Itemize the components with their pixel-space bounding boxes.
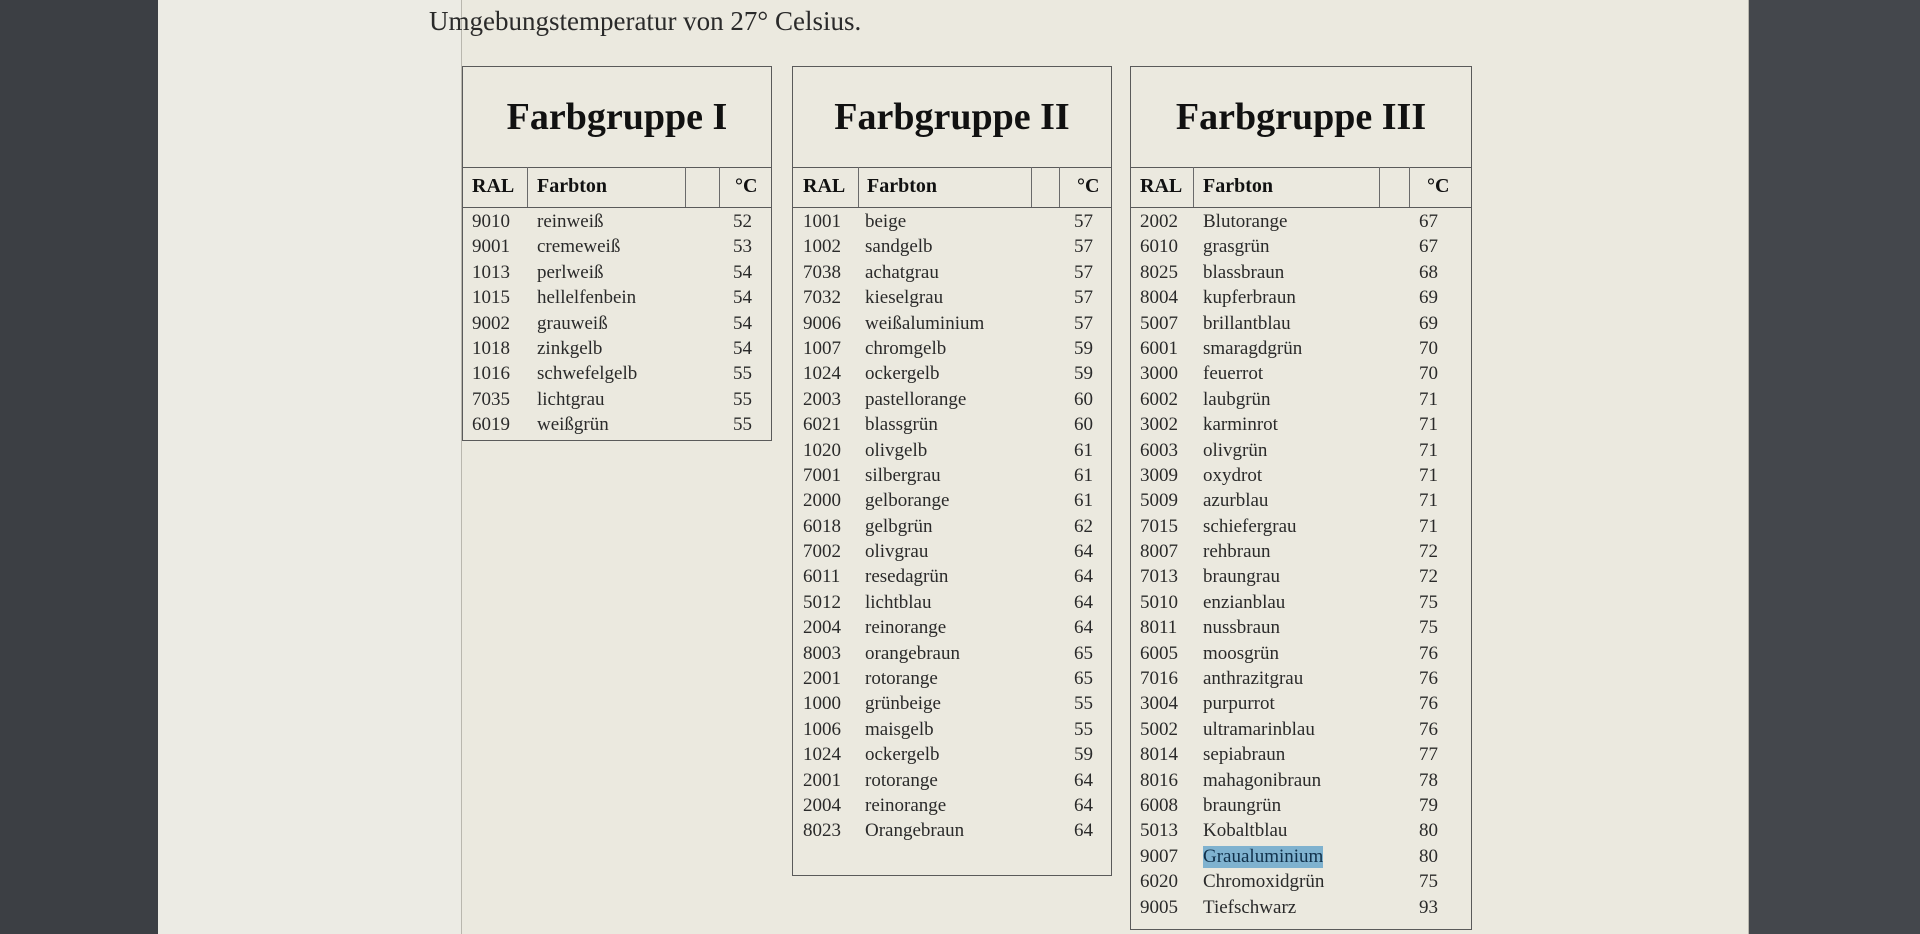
- temperature-value: 93: [1419, 896, 1438, 918]
- temperature-value: 55: [733, 388, 752, 410]
- ral-code: 3004: [1140, 693, 1178, 715]
- color-name[interactable]: ockergelb: [865, 363, 940, 385]
- table-row: [793, 566, 1111, 591]
- ral-code: 6008: [1140, 794, 1178, 816]
- table-row: [793, 338, 1111, 363]
- temperature-value: 67: [1419, 211, 1438, 232]
- column-header-temp: °C: [1427, 175, 1450, 197]
- ral-code: 2002: [1140, 211, 1178, 232]
- ral-code: 3009: [1140, 464, 1178, 486]
- ral-code: 9001: [472, 236, 510, 258]
- color-name[interactable]: anthrazitgrau: [1203, 668, 1304, 690]
- ral-code: 1006: [803, 718, 841, 740]
- table-body: [1131, 211, 1471, 922]
- ral-code: 2001: [803, 668, 841, 690]
- temperature-value: 70: [1419, 337, 1438, 359]
- table-row: [1131, 440, 1471, 465]
- ral-code: 1001: [803, 211, 841, 232]
- color-name[interactable]: olivgrau: [865, 541, 929, 563]
- temperature-value: 61: [1074, 439, 1093, 461]
- temperature-value: 75: [1419, 871, 1438, 893]
- temperature-value: 80: [1419, 820, 1438, 842]
- ral-code: 8004: [1140, 287, 1178, 309]
- ral-code: 1015: [472, 287, 510, 309]
- color-name[interactable]: blassgrün: [865, 414, 938, 436]
- ral-code: 8007: [1140, 541, 1178, 563]
- column-header-temp: °C: [735, 175, 758, 197]
- color-name[interactable]: cremeweiß: [537, 236, 621, 258]
- color-name[interactable]: reinorange: [865, 617, 947, 639]
- ral-code: 1024: [803, 363, 841, 385]
- ral-code: 7015: [1140, 515, 1178, 537]
- color-name[interactable]: nussbraun: [1203, 617, 1281, 639]
- temperature-value: 64: [1074, 591, 1093, 613]
- temperature-value: 71: [1419, 515, 1438, 537]
- temperature-value: 76: [1419, 718, 1438, 740]
- ral-code: 1016: [472, 363, 510, 385]
- table-row: [1131, 490, 1471, 515]
- temperature-value: 57: [1074, 236, 1093, 258]
- table-row: [793, 592, 1111, 617]
- temperature-value: 80: [1419, 845, 1438, 867]
- temperature-value: 61: [1074, 464, 1093, 486]
- temperature-value: 79: [1419, 794, 1438, 816]
- ral-code: 7035: [472, 388, 510, 410]
- table-row: [1131, 287, 1471, 312]
- ral-code: 7001: [803, 464, 841, 486]
- color-name[interactable]: gelborange: [865, 490, 950, 512]
- color-name[interactable]: Chromoxidgrün: [1203, 871, 1325, 893]
- temperature-value: 72: [1419, 566, 1438, 588]
- ral-code: 6010: [1140, 236, 1178, 258]
- ral-code: 9006: [803, 312, 841, 334]
- table-row: [463, 287, 771, 312]
- color-name[interactable]: beige: [865, 211, 907, 232]
- ral-code: 9005: [1140, 896, 1178, 918]
- ral-code: 6020: [1140, 871, 1178, 893]
- temperature-value: 53: [733, 236, 752, 258]
- table-row: [1131, 770, 1471, 795]
- ral-code: 7002: [803, 541, 841, 563]
- ral-code: 6003: [1140, 439, 1178, 461]
- temperature-value: 70: [1419, 363, 1438, 385]
- group-title: Farbgruppe III: [1131, 67, 1471, 168]
- temperature-value: 76: [1419, 668, 1438, 690]
- color-name[interactable]: ockergelb: [865, 744, 940, 766]
- ral-code: 6005: [1140, 642, 1178, 664]
- desktop-background-left: [0, 0, 158, 934]
- temperature-value: 64: [1074, 820, 1093, 842]
- color-name[interactable]: rotorange: [865, 769, 938, 791]
- table-row: [793, 770, 1111, 795]
- table-row: [1131, 693, 1471, 718]
- color-name[interactable]: azurblau: [1203, 490, 1269, 512]
- color-name[interactable]: orangebraun: [865, 642, 960, 664]
- color-name[interactable]: feuerrot: [1203, 363, 1264, 385]
- temperature-value: 75: [1419, 617, 1438, 639]
- color-name[interactable]: oxydrot: [1203, 464, 1263, 486]
- ral-code: 2004: [803, 617, 841, 639]
- color-name[interactable]: grasgrün: [1203, 236, 1270, 258]
- color-name[interactable]: braungrün: [1203, 794, 1282, 816]
- ral-code: 1000: [803, 693, 841, 715]
- temperature-value: 64: [1074, 769, 1093, 791]
- color-name[interactable]: sandgelb: [865, 236, 933, 258]
- color-name[interactable]: pastellorange: [865, 388, 967, 410]
- table-row: [793, 668, 1111, 693]
- ral-code: 5009: [1140, 490, 1178, 512]
- temperature-value: 67: [1419, 236, 1438, 258]
- color-name[interactable]: silbergrau: [865, 464, 941, 486]
- table-row: [463, 211, 771, 236]
- table-body: [463, 211, 771, 440]
- color-name[interactable]: moosgrün: [1203, 642, 1279, 664]
- temperature-value: 61: [1074, 490, 1093, 512]
- temperature-value: 72: [1419, 541, 1438, 563]
- color-name[interactable]: braungrau: [1203, 566, 1281, 588]
- ral-code: 5012: [803, 591, 841, 613]
- ral-code: 5002: [1140, 718, 1178, 740]
- temperature-value: 69: [1419, 312, 1438, 334]
- table-row: [1131, 668, 1471, 693]
- ral-code: 7038: [803, 261, 841, 283]
- table-row: [793, 414, 1111, 439]
- table-row: [1131, 541, 1471, 566]
- ral-code: 5013: [1140, 820, 1178, 842]
- color-name[interactable]: purpurrot: [1203, 693, 1275, 715]
- table-row: [1131, 262, 1471, 287]
- color-group-table-3: [1130, 66, 1472, 930]
- table-row: [1131, 389, 1471, 414]
- ral-code: 1002: [803, 236, 841, 258]
- column-header-farbton: Farbton: [1203, 175, 1273, 197]
- table-row: [793, 744, 1111, 769]
- temperature-value: 71: [1419, 439, 1438, 461]
- temperature-value: 78: [1419, 769, 1438, 791]
- table-row: [1131, 211, 1471, 236]
- temperature-value: 76: [1419, 642, 1438, 664]
- table-row: [793, 211, 1111, 236]
- column-header-row: [463, 167, 771, 208]
- table-row: [793, 389, 1111, 414]
- table-row: [463, 363, 771, 388]
- color-name[interactable]: maisgelb: [865, 718, 934, 740]
- temperature-value: 64: [1074, 794, 1093, 816]
- column-header-row: [1131, 167, 1471, 208]
- color-name[interactable]: rotorange: [865, 668, 938, 690]
- temperature-value: 54: [733, 261, 752, 283]
- color-name[interactable]: olivgrün: [1203, 439, 1268, 461]
- color-name[interactable]: laubgrün: [1203, 388, 1271, 410]
- temperature-value: 71: [1419, 490, 1438, 512]
- table-row: [1131, 516, 1471, 541]
- intro-text: Umgebungstemperatur von 27° Celsius.: [429, 6, 862, 36]
- group-title: Farbgruppe I: [463, 67, 771, 168]
- table-row: [793, 490, 1111, 515]
- ral-code: 5010: [1140, 591, 1178, 613]
- color-name[interactable]: reinweiß: [537, 211, 604, 232]
- color-name[interactable]: hellelfenbein: [537, 287, 637, 309]
- temperature-value: 64: [1074, 617, 1093, 639]
- color-name[interactable]: lichtgrau: [537, 388, 605, 410]
- color-name[interactable]: resedagrün: [865, 566, 949, 588]
- ral-code: 9007: [1140, 845, 1178, 867]
- table-row: [1131, 313, 1471, 338]
- ral-code: 1024: [803, 744, 841, 766]
- ral-code: 1018: [472, 337, 510, 359]
- ral-code: 2004: [803, 794, 841, 816]
- table-row: [463, 338, 771, 363]
- temperature-value: 57: [1074, 287, 1093, 309]
- color-name[interactable]: grünbeige: [865, 693, 941, 715]
- color-name[interactable]: reinorange: [865, 794, 947, 816]
- ral-code: 6011: [803, 566, 841, 588]
- temperature-value: 71: [1419, 464, 1438, 486]
- table-row: [463, 236, 771, 261]
- ral-code: 9002: [472, 312, 510, 334]
- temperature-value: 75: [1419, 591, 1438, 613]
- table-row: [1131, 236, 1471, 261]
- temperature-value: 54: [733, 287, 752, 309]
- ral-code: 8016: [1140, 769, 1178, 791]
- color-group-table-2: [792, 66, 1112, 876]
- color-name[interactable]: kieselgrau: [865, 287, 944, 309]
- color-name[interactable]: schwefelgelb: [537, 363, 638, 385]
- temperature-value: 54: [733, 312, 752, 334]
- ral-code: 1020: [803, 439, 841, 461]
- ral-code: 3002: [1140, 414, 1178, 436]
- color-name[interactable]: lichtblau: [865, 591, 932, 613]
- ral-code: 6019: [472, 414, 510, 436]
- color-name[interactable]: zinkgelb: [537, 337, 603, 359]
- color-name[interactable]: rehbraun: [1203, 541, 1271, 563]
- group-title: Farbgruppe II: [793, 67, 1111, 168]
- color-name[interactable]: Orangebraun: [865, 820, 965, 842]
- temperature-value: 57: [1074, 211, 1093, 232]
- table-row: [793, 795, 1111, 820]
- temperature-value: 65: [1074, 668, 1093, 690]
- ral-code: 7032: [803, 287, 841, 309]
- ral-code: 5007: [1140, 312, 1178, 334]
- ral-code: 8011: [1140, 617, 1178, 639]
- temperature-value: 52: [733, 211, 752, 232]
- table-row: [793, 440, 1111, 465]
- temperature-value: 64: [1074, 541, 1093, 563]
- color-name[interactable]: blassbraun: [1203, 261, 1285, 283]
- color-name[interactable]: grauweiß: [537, 312, 608, 334]
- table-row: [1131, 338, 1471, 363]
- temperature-value: 55: [1074, 718, 1093, 740]
- table-row: [1131, 414, 1471, 439]
- color-name[interactable]: achatgrau: [865, 261, 939, 283]
- ral-code: 2000: [803, 490, 841, 512]
- temperature-value: 71: [1419, 414, 1438, 436]
- ral-code: 1007: [803, 337, 841, 359]
- table-row: [1131, 795, 1471, 820]
- temperature-value: 64: [1074, 566, 1093, 588]
- table-row: [463, 313, 771, 338]
- temperature-value: 55: [733, 363, 752, 385]
- ral-code: 8003: [803, 642, 841, 664]
- ral-code: 2001: [803, 769, 841, 791]
- color-name[interactable]: ultramarinblau: [1203, 718, 1315, 740]
- column-header-ral: RAL: [472, 175, 515, 197]
- color-name[interactable]: brillantblau: [1203, 312, 1291, 334]
- table-row: [793, 287, 1111, 312]
- table-row: [463, 262, 771, 287]
- table-row: [463, 389, 771, 414]
- temperature-value: 65: [1074, 642, 1093, 664]
- table-row: [1131, 465, 1471, 490]
- table-row: [793, 236, 1111, 261]
- column-header-farbton: Farbton: [867, 175, 937, 197]
- color-name[interactable]: karminrot: [1203, 414, 1278, 436]
- color-name[interactable]: Kobaltblau: [1203, 820, 1288, 842]
- table-row: [793, 313, 1111, 338]
- ral-code: 7013: [1140, 566, 1178, 588]
- color-name[interactable]: mahagonibraun: [1203, 769, 1322, 791]
- table-row: [793, 465, 1111, 490]
- table-row: [1131, 846, 1471, 871]
- color-name[interactable]: schiefergrau: [1203, 515, 1297, 537]
- temperature-value: 71: [1419, 388, 1438, 410]
- color-name[interactable]: weißaluminium: [865, 312, 985, 334]
- table-row: [793, 820, 1111, 845]
- table-row: [1131, 871, 1471, 896]
- ral-code: 2003: [803, 388, 841, 410]
- column-header-farbton: Farbton: [537, 175, 607, 197]
- temperature-value: 55: [733, 414, 752, 436]
- temperature-value: 69: [1419, 287, 1438, 309]
- temperature-value: 60: [1074, 414, 1093, 436]
- table-row: [793, 617, 1111, 642]
- ral-code: 6002: [1140, 388, 1178, 410]
- table-row: [1131, 617, 1471, 642]
- table-row: [793, 541, 1111, 566]
- table-row: [793, 262, 1111, 287]
- table-row: [1131, 592, 1471, 617]
- temperature-value: 59: [1074, 363, 1093, 385]
- color-name[interactable]: Blutorange: [1203, 211, 1288, 232]
- color-group-table-1: [462, 66, 772, 441]
- ral-code: 9010: [472, 211, 510, 232]
- table-row: [1131, 744, 1471, 769]
- color-name[interactable]: smaragdgrün: [1203, 337, 1303, 359]
- ral-code: 1013: [472, 261, 510, 283]
- table-body: [793, 211, 1111, 846]
- temperature-value: 68: [1419, 261, 1438, 283]
- temperature-value: 55: [1074, 693, 1093, 715]
- column-header-temp: °C: [1077, 175, 1100, 197]
- ral-code: 6018: [803, 515, 841, 537]
- temperature-value: 59: [1074, 337, 1093, 359]
- color-name[interactable]: weißgrün: [537, 414, 609, 436]
- table-row: [1131, 566, 1471, 591]
- temperature-value: 57: [1074, 312, 1093, 334]
- table-row: [1131, 363, 1471, 388]
- temperature-value: 62: [1074, 515, 1093, 537]
- temperature-value: 60: [1074, 388, 1093, 410]
- table-row: [1131, 643, 1471, 668]
- table-row: [793, 516, 1111, 541]
- color-name[interactable]: olivgelb: [865, 439, 928, 461]
- ral-code: 8014: [1140, 744, 1178, 766]
- color-name[interactable]: enzianblau: [1203, 591, 1286, 613]
- column-header-row: [793, 167, 1111, 208]
- table-row: [793, 693, 1111, 718]
- temperature-value: 57: [1074, 261, 1093, 283]
- table-row: [793, 363, 1111, 388]
- column-header-ral: RAL: [803, 175, 846, 197]
- ral-code: 8025: [1140, 261, 1178, 283]
- color-name[interactable]: chromgelb: [865, 337, 947, 359]
- color-name[interactable]: Tiefschwarz: [1203, 896, 1297, 918]
- table-row: [793, 719, 1111, 744]
- temperature-value: 76: [1419, 693, 1438, 715]
- table-row: [1131, 897, 1471, 922]
- table-row: [463, 414, 771, 439]
- table-row: [1131, 719, 1471, 744]
- temperature-value: 54: [733, 337, 752, 359]
- color-name-selected[interactable]: Graualuminium: [1203, 845, 1324, 867]
- color-name[interactable]: sepiabraun: [1203, 744, 1286, 766]
- ral-code: 3000: [1140, 363, 1178, 385]
- temperature-value: 59: [1074, 744, 1093, 766]
- ral-code: 7016: [1140, 668, 1178, 690]
- table-row: [793, 643, 1111, 668]
- table-row: [1131, 820, 1471, 845]
- color-name[interactable]: gelbgrün: [865, 515, 933, 537]
- ral-code: 8023: [803, 820, 841, 842]
- color-name[interactable]: kupferbraun: [1203, 287, 1296, 309]
- temperature-value: 77: [1419, 744, 1438, 766]
- ral-code: 6021: [803, 414, 841, 436]
- column-header-ral: RAL: [1140, 175, 1183, 197]
- ral-code: 6001: [1140, 337, 1178, 359]
- color-name[interactable]: perlweiß: [537, 261, 604, 283]
